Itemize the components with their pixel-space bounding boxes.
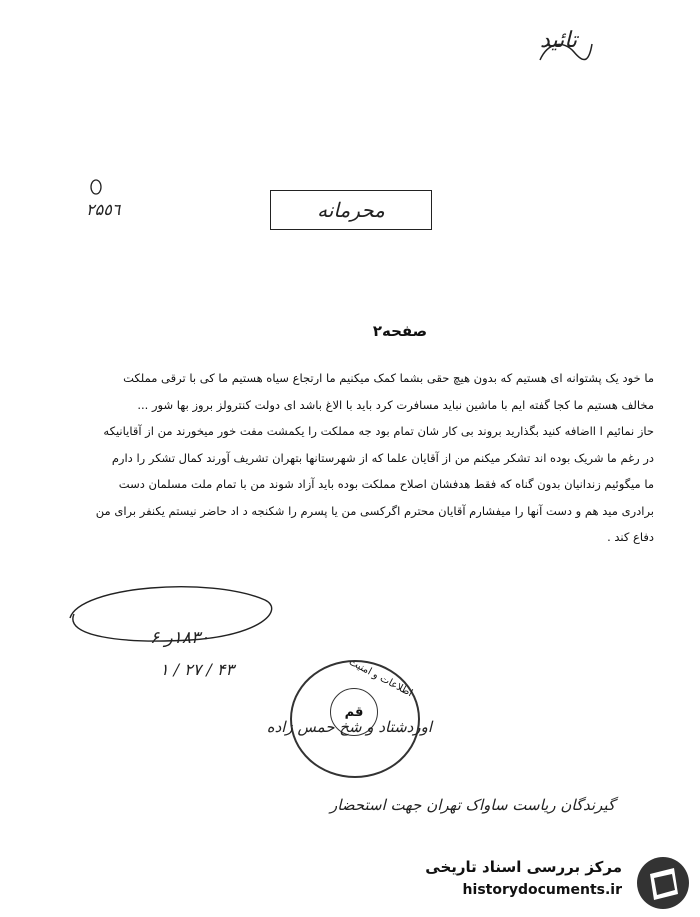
top-annotation-text: ﺗﺎﺋﻴﺪ	[540, 28, 578, 53]
body-line: ما میگوئیم زندانیان بدون گناه که فقط هدفشان اصلاح مملکت بوده باید آزاد شوند من با تمام ملت مسلمان دست	[118, 477, 654, 491]
body-line: در رغم ما شریک بوده اند تشکر میکنم من از آقایان علما که از شهرستانها بتهران تشریف آورند کمال تشکر را دارم	[111, 450, 654, 465]
body-line: ما خود یک پشتوانه ای هستیم که بدون هیچ حقی بشما کمک میکنیم ما ارتجاع سیاه هستیم ما کی با ترقی مملکت	[123, 371, 654, 385]
reference-number	[86, 188, 120, 219]
body-line: مخالف هستیم ما کجا گفته ایم با ماشین نباید مسافرت کرد باید با الاغ باشد ای دولت کنترولز بروز بها شور ...	[137, 397, 654, 412]
body-line: دفاع کند .	[607, 530, 654, 544]
scribble-mark-icon	[534, 32, 594, 68]
top-annotation-scribble	[540, 28, 577, 53]
footer-watermark	[410, 850, 700, 917]
seal-center-text: قم	[330, 688, 378, 736]
registration-number: ١٨٣٠ر ۶	[150, 628, 210, 648]
footer-title: مرکز بررسی اسناد تاریخی	[425, 858, 622, 876]
recipients-line: گیرندگان ریاست ساواک تهران جهت استحضار	[330, 796, 616, 814]
document-body	[42, 365, 654, 551]
reference-number-text: ٢۵٥٦	[86, 200, 121, 219]
page-heading: صفحه٢	[372, 322, 428, 340]
body-line: حاز نمائیم ا ااضافه کنید بگذارید بروند بی کار شان تمام بود جه مملکت را یکمشت مفت خور میخورند من از آقایانیکه	[103, 424, 654, 438]
registration-date: ٢٧ / ١ / ۴٣	[160, 660, 235, 679]
classification-text: محرمانه	[317, 198, 385, 222]
body-line: برادری مید هم و دست آنها را میفشارم آقایان محترم اگرکسی من یا پسرم را شکنجه د اد حاضر نیستم یکنفر برای من	[95, 503, 654, 518]
footer-website: historydocuments.ir	[462, 882, 622, 898]
ref-circle-mark-icon	[86, 178, 106, 196]
handwritten-note: اوردشتاد و شخ حمس زاده	[266, 718, 432, 736]
classification-stamp	[270, 190, 432, 230]
archive-logo-icon	[634, 854, 692, 912]
seal-ring-text: اطلاعات و امنیت	[346, 656, 415, 700]
